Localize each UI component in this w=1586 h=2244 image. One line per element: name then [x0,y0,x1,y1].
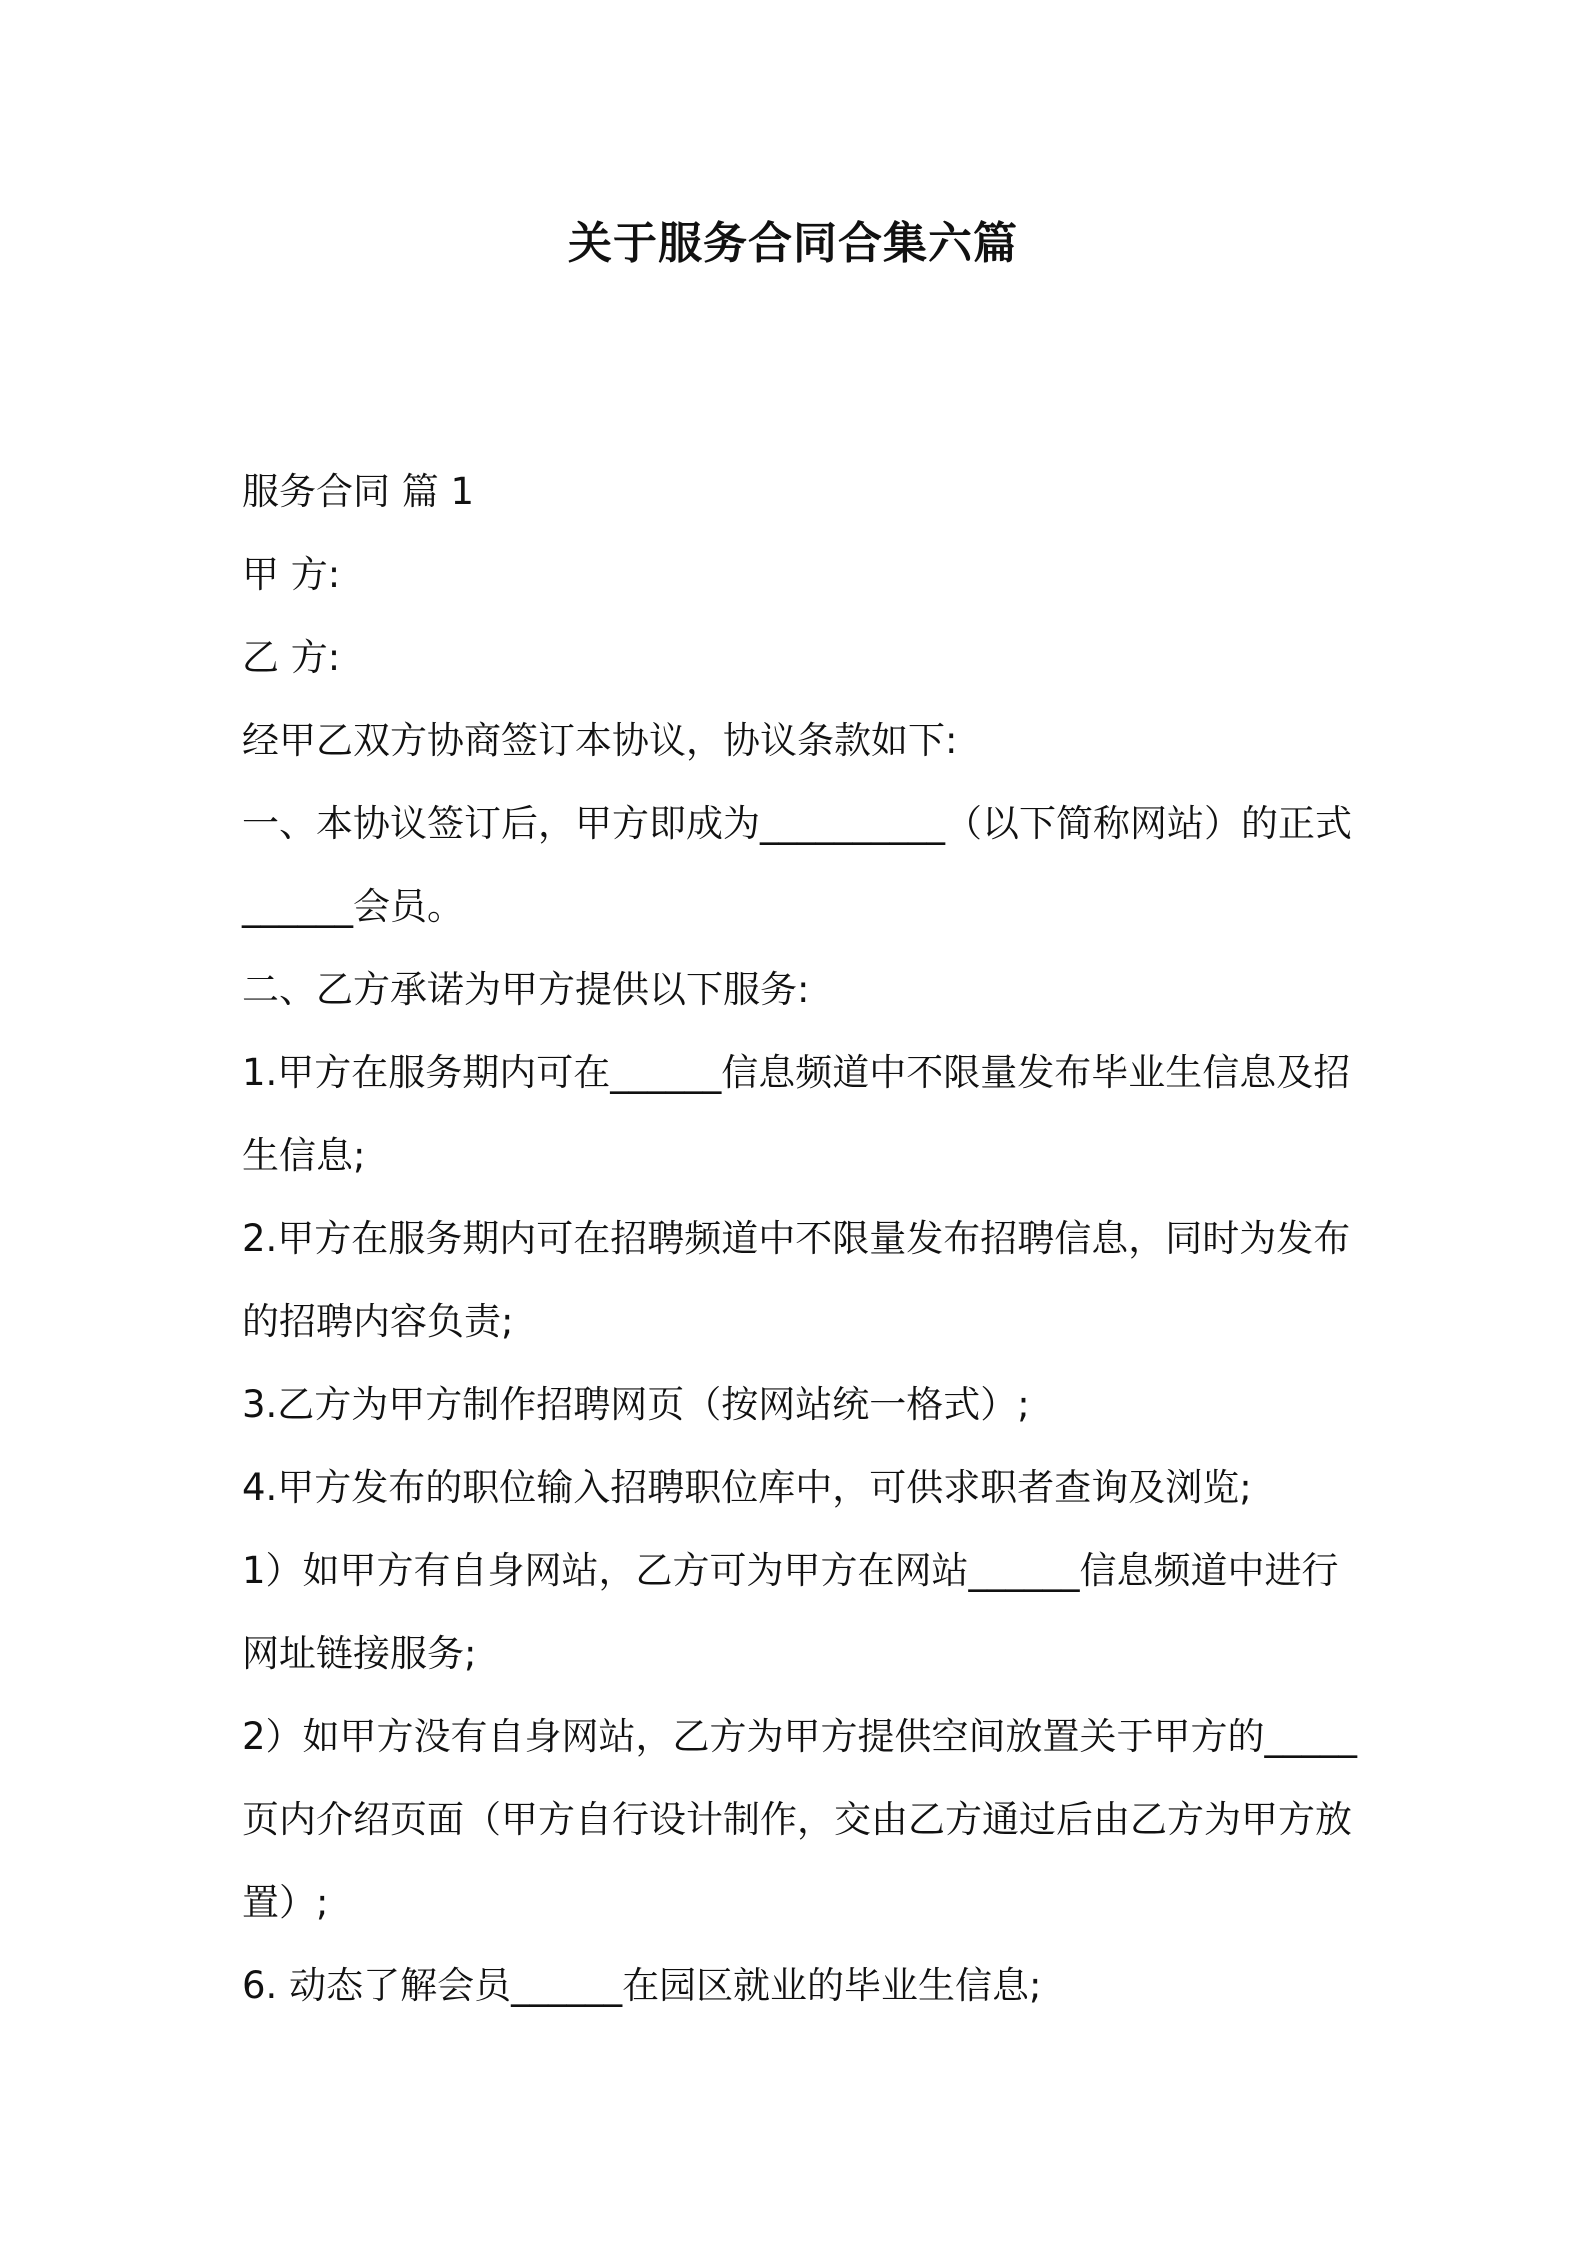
clause-two: 二、乙方承诺为甲方提供以下服务: [242,968,810,1011]
service-item-3: 3.乙方为甲方制作招聘网页（按网站统一格式）; [242,1383,1030,1426]
service-item-6: 6. 动态了解会员______在园区就业的毕业生信息; [242,1964,1042,2007]
sub-item-1: 1）如甲方有自身网站，乙方可为甲方在网站______信息频道中进行网址链接服务; [242,1549,1339,1675]
agreement-intro: 经甲乙双方协商签订本协议，协议条款如下: [242,719,958,762]
party-b-line: 乙 方: [242,636,341,679]
clause-one: 一、本协议签订后，甲方即成为__________（以下简称网站）的正式______会员。 [242,802,1352,928]
service-item-4: 4.甲方发布的职位输入招聘职位库中，可供求职者查询及浏览; [242,1466,1252,1509]
document-title: 关于服务合同合集六篇 [568,218,1018,269]
service-item-2: 2.甲方在服务期内可在招聘频道中不限量发布招聘信息，同时为发布的招聘内容负责; [242,1217,1351,1343]
sub-item-2: 2）如甲方没有自身网站，乙方为甲方提供空间放置关于甲方的_____页内介绍页面（甲方自行设计制作，交由乙方通过后由乙方为甲方放置）; [242,1715,1358,1924]
service-item-1: 1.甲方在服务期内可在______信息频道中不限量发布毕业生信息及招生信息; [242,1051,1351,1177]
section-heading: 服务合同 篇 1 [242,470,475,513]
document-body [242,450,1362,2027]
party-a-line: 甲 方: [242,553,341,596]
